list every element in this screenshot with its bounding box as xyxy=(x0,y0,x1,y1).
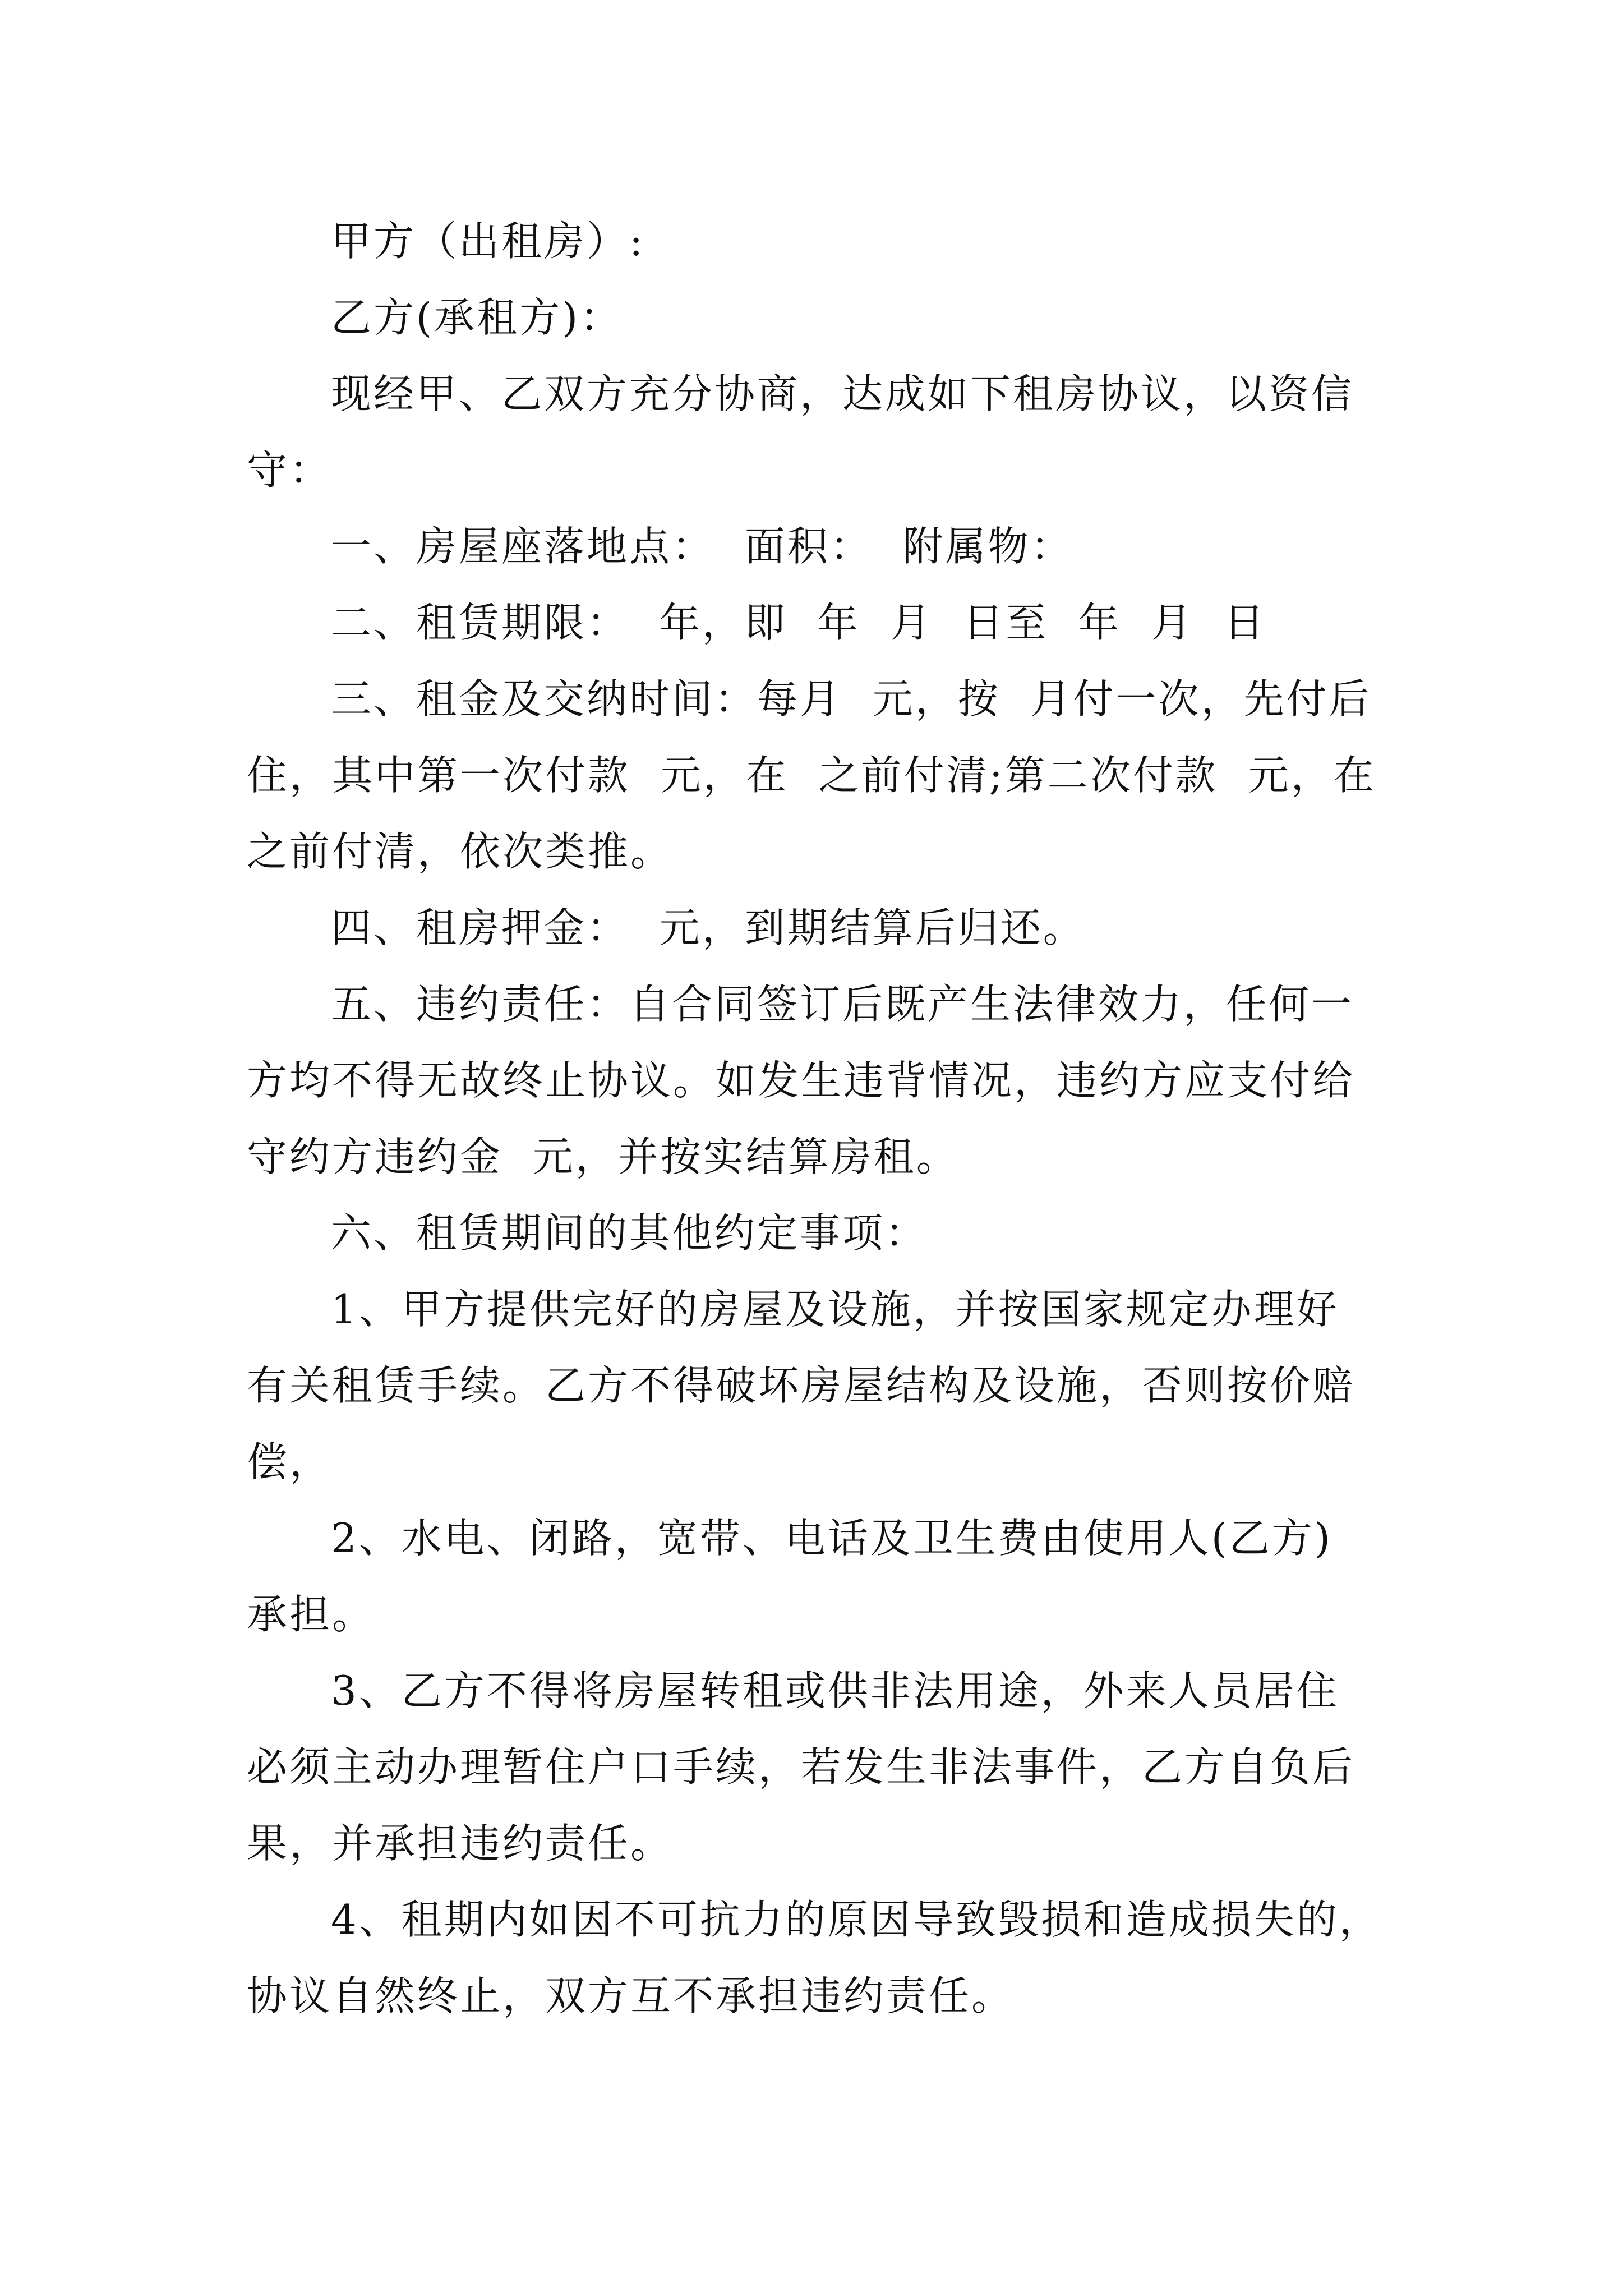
item-2-line-2: 承担。 xyxy=(247,1591,375,1638)
clause-6-heading: 六、租赁期间的其他约定事项： xyxy=(331,1209,928,1257)
clause-3-line-1: 三、租金及交纳时间：每月 元，按 月付一次，先付后 xyxy=(331,675,1372,723)
item-3-line-2: 必须主动办理暂住户口手续，若发生非法事件，乙方自负后 xyxy=(247,1743,1355,1791)
clause-5-line-2: 方均不得无故终止协议。如发生违背情况，违约方应支付给 xyxy=(247,1057,1355,1104)
clause-1-location: 一、房屋座落地点： 面积： 附属物： xyxy=(331,523,1073,570)
clause-4-deposit: 四、租房押金： 元，到期结算后归还。 xyxy=(331,904,1086,951)
preamble-line-1: 现经甲、乙双方充分协商，达成如下租房协议，以资信 xyxy=(331,370,1354,417)
party-b-line: 乙方(承租方)： xyxy=(331,294,623,341)
clause-3-line-2: 住，其中第一次付款 元，在 之前付清;第二次付款 元，在 xyxy=(247,752,1376,799)
item-3-line-3: 果，并承担违约责任。 xyxy=(247,1820,674,1867)
document-body xyxy=(247,203,1385,2034)
clause-5-line-1: 五、违约责任：自合同签订后既产生法律效力，任何一 xyxy=(331,981,1354,1028)
clause-5-line-3: 守约方违约金 元，并按实结算房租。 xyxy=(247,1133,959,1180)
party-a-line: 甲方（出租房）: xyxy=(331,218,645,265)
item-4-line-1: 4、租期内如因不可抗力的原因导致毁损和造成损失的， xyxy=(331,1896,1382,1943)
clause-3-line-3: 之前付清，依次类推。 xyxy=(247,828,674,875)
preamble-line-2: 守： xyxy=(247,447,333,494)
item-4-line-2: 协议自然终止，双方互不承担违约责任。 xyxy=(247,1972,1015,2019)
item-1-line-1: 1、甲方提供完好的房屋及设施，并按国家规定办理好 xyxy=(331,1286,1339,1333)
item-3-line-1: 3、乙方不得将房屋转租或供非法用途，外来人员居住 xyxy=(331,1667,1339,1714)
item-1-line-3: 偿， xyxy=(247,1438,333,1485)
item-2-line-1: 2、水电、闭路，宽带、电话及卫生费由使用人(乙方) xyxy=(331,1515,1332,1562)
item-1-line-2: 有关租赁手续。乙方不得破坏房屋结构及设施，否则按价赔 xyxy=(247,1362,1355,1409)
clause-2-term: 二、租赁期限： 年，即 年 月 日至 年 月 日 xyxy=(331,599,1267,646)
